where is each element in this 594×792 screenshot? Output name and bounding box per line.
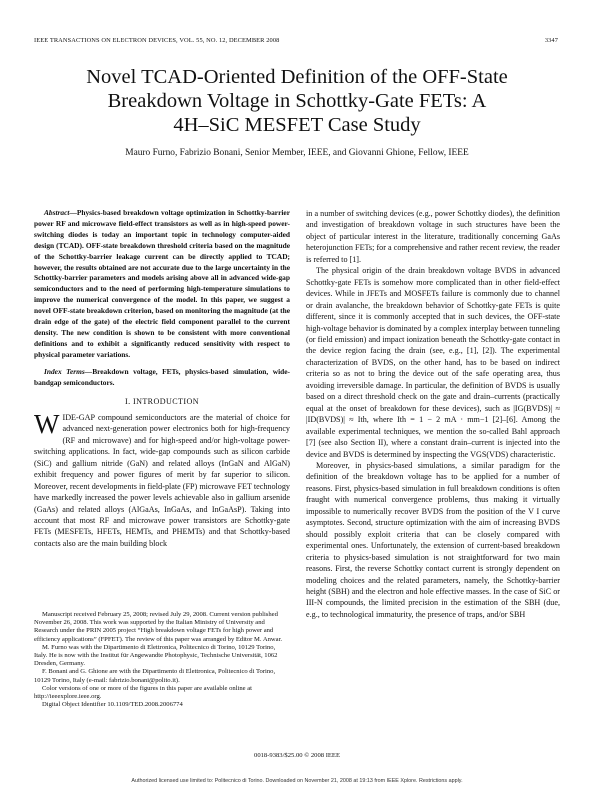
right-column <box>306 208 560 620</box>
right-paragraph-3: Moreover, in physics-based simulations, a similar paradigm for the definition of the breakdown voltage has to be applied for a number of reasons. First, physics-based simulation in full breakdown conditions is often fraught with numerical convergence problems, thus making it virtually impossible to numerically recover BVDS from the position of the V I curve asymptotes. Second, structure optimization with the aim of increasing BVDS should possibly exploit criteria that can be closely compared with experimental ones. Unfortunately, the extension of current-based breakdown criteria to physics-based simulation is not straightforward for two main reasons. First, the reverse Schottky contact current is strongly dependent on modeling choices and the related parameters, namely, the Schottky-barrier height (SBH) and the electron and hole effective masses. In the case of SiC or III-N compounds, the limited precision in the estimation of the SBH (due, e.g., to technological immaturity, the presence of traps, and/or SBH <box>306 460 560 619</box>
abstract-label: Abstract— <box>44 208 77 217</box>
index-terms <box>34 367 290 389</box>
intro-paragraph <box>34 408 290 549</box>
right-paragraph-1: in a number of switching devices (e.g., power Schottky diodes), the definition and investigation of breakdown voltage in such structures have been the object of particular interest in the literature, traditionally concerning GaAs heterojunction FETs; for a comprehensive and rather recent review, the reader is referred to [1]. <box>306 209 560 264</box>
footnote-color: Color versions of one or more of the figures in this paper are available online at http://ieeexplore.ieee.org. <box>34 684 253 701</box>
intro-text: IDE-GAP compound semiconductors are the material of choice for advanced next-generation power electronics both for high-frequency (RF and microwave) and for high-speed and/or high-voltage power-switching applications. In fact, wide-gap compounds such as silicon carbide (SiC) and gallium nitride (GaN) and related alloys (InGaN and AlGaN) exhibit frequency and power figures of merit by far superior to silicon. Moreover, recent developments in field-plate (FP) microwave FET technology have markedly increased the power levels achievable also in gallium arsenide (GaAs) and related alloys (AlGaAs, InGaAs, and InGaAsP). Taking into account that most RF and microwave power transistors are Schottky-gate FETs (MESFETs, HFETs, HEMTs, and PHEMTs) and that Schottky-based contacts also are the main building block <box>34 412 290 548</box>
running-header <box>34 37 558 44</box>
author-list: Mauro Furno, Fabrizio Bonani, Senior Member, IEEE, and Giovanni Ghione, Fellow, IEEE <box>125 148 469 158</box>
issn-copyright: 0018-9383/$25.00 © 2008 IEEE <box>254 752 340 759</box>
footnote-furno: M. Furno was with the Dipartimento di Elettronica, Politecnico di Torino, 10129 Torino, Italy. He is now with the Institut für Angewandte Photophysic, Technische Universität, 1062 Dresden, Germany. <box>34 643 278 668</box>
license-notice: Authorized licensed use limited to: Politecnico di Torino. Downloaded on November 21, 2008 at 19:13 from IEEE Xplore. Restrictions apply. <box>131 778 463 784</box>
footnote-bonani-ghione: F. Bonani and G. Ghione are with the Dipartimento di Elettronica, Politecnico di Torino, 10129 Torino, Italy (e-mail: fabrizio.bonani@polito.it). <box>34 668 276 684</box>
footnote-manuscript: Manuscript received February 25, 2008; revised July 29, 2008. Current version published November 26, 2008. This work was supported by the Italian Ministry of University and Research under the PRIN 2005 project “High breakdown voltage FETs for high power and efficiency applications” (FPFET). The review of this paper was arranged by Editor M. Anwar. <box>34 611 283 643</box>
title-line-2: Breakdown Voltage in Schottky-Gate FETs: A <box>107 90 487 112</box>
index-terms-text: Breakdown voltage, FETs, physics-based simulation, wide-bandgap semiconductors. <box>34 366 291 387</box>
title-line-1: Novel TCAD-Oriented Definition of the OFF-State <box>86 66 508 88</box>
dropcap-letter: W <box>34 408 60 439</box>
index-terms-label: Index Terms— <box>44 366 93 376</box>
footnote-doi: Digital Object Identifier 10.1109/TED.2008.2006774 <box>42 701 183 709</box>
right-paragraph-2: The physical origin of the drain breakdown voltage BVDS in advanced Schottky-gate FETs is somehow more complicated than in other field-effect devices. While in JFETs and MOSFETs failure is commonly due to channel or drain avalanche, the breakdown behavior of Schottky-gate FETs is quite different, since it is commonly accepted that in such devices, the OFF-state high-voltage behavior is dominated by a complex interplay between tunneling (or field emission) and impact ionization beneath the Schottky-gate contact in the device region facing the drain (see, e.g., [1], [2]). The experimental characterization of BVDS, on the other hand, has to be based on indirect criteria so as not to bring the device out of the safe operating area, thus avoiding irreversible damage. In particular, the definition of BVDS is usually based on a direct threshold check on the gate and drain–currents (practically equal at the onset of breakdown for these devices), such as |IG(BVDS)| ≈ |ID(BVDS)| ≈ Ith, where Ith = 1 − 2 mA · mm−1 [2]–[6]. Among the available experimental techniques, we mention the so-called Bahl approach [7] (see also Section II), where a constant drain–current is injected into the device and BVDS is determined by inspecting the VGS(VDS) characteristic. <box>306 266 560 459</box>
paper-title <box>34 65 560 137</box>
footnotes <box>34 611 290 709</box>
title-line-3: 4H–SiC MESFET Case Study <box>173 114 421 136</box>
abstract-text: Physics-based breakdown voltage optimization in Schottky-barrier power RF and microwave field-effect transistors as well as in high-speed power-switching diodes is today an important topic in technology computer-aided design (TCAD). OFF-state breakdown threshold criteria based on the magnitude of the Schottky-barrier leakage current can be directly applied to TCAD; however, the results obtained are not accurate due to the large uncertainty in the Schottky-barrier parameters and models arising above all in advanced wide-gap semiconductors and to the need of performing high-temperature simulations to improve the numerical convergence of the model. In this paper, we suggest a novel OFF-state breakdown criterion, based on monitoring the magnitude (at the drain edge of the gate) of the electric field component parallel to the current density. The new condition is shown to be consistent with more conventional definitions and to exhibit a significantly reduced sensitivity with respect to physical parameter variations. <box>34 208 290 359</box>
abstract <box>34 208 290 361</box>
journal-name: IEEE TRANSACTIONS ON ELECTRON DEVICES, VOL. 55, NO. 12, DECEMBER 2008 <box>34 37 280 44</box>
section-heading: I. INTRODUCTION <box>125 396 199 406</box>
page-number: 3347 <box>544 37 558 44</box>
left-column <box>34 208 290 549</box>
